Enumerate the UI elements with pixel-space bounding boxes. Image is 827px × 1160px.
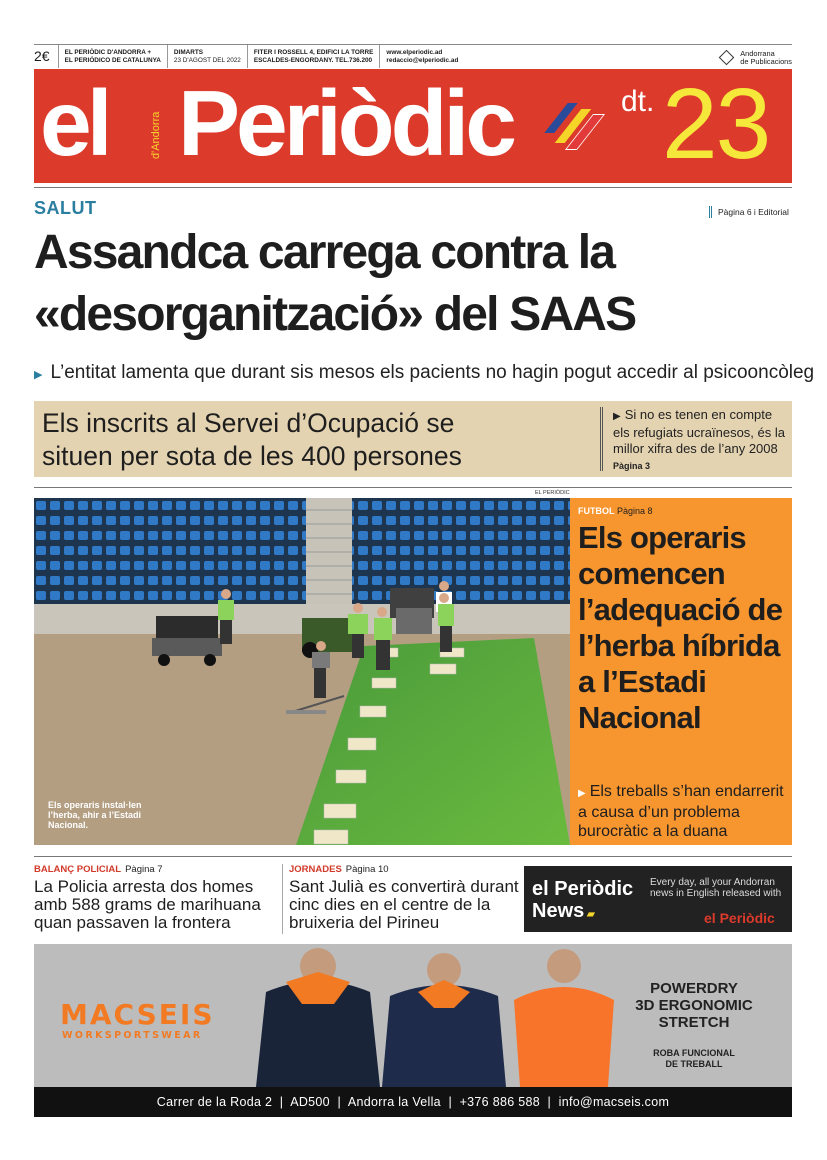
lead-subline	[34, 362, 814, 384]
address-line-2: ESCALDES-ENGORDANY. TEL.736.200	[253, 57, 373, 64]
secondary-headline-line-1: Els inscrits al Servei d’Ocupació se	[42, 408, 455, 438]
email-link[interactable]: redaccio@elperiodic.ad	[386, 57, 459, 64]
date: 23 D'AGOST DEL 2022	[173, 57, 241, 64]
ad-tagline	[619, 980, 769, 1031]
brief-kicker-text: JORNADES	[289, 864, 342, 875]
publisher-line-1: Andorrana	[740, 48, 775, 58]
news-promo-title-line-1: el Periòdic	[532, 878, 634, 900]
divider	[34, 856, 792, 857]
brief-page-ref: Pàgina 10	[345, 864, 389, 875]
logo-dandorra: d'Andorra	[150, 111, 162, 159]
brief-page-ref: Pàgina 7	[125, 864, 163, 875]
publication-info	[59, 45, 168, 68]
issue-date	[168, 45, 248, 68]
news-promo-box[interactable]	[524, 866, 792, 932]
news-promo-text: Every day, all your Andorran news in English released with	[650, 877, 782, 899]
brief-kicker	[289, 864, 522, 875]
lead-page-ref: Pàgina 6 i Editorial	[709, 206, 789, 218]
ad-subtitle	[619, 1048, 769, 1070]
masthead	[34, 69, 792, 183]
advertisement[interactable]	[34, 944, 792, 1117]
ad-tagline-2: 3D ERGONOMIC	[635, 997, 753, 1014]
football-subline-text: Els treballs s’han endarrerit a causa d’un problema burocràtic a la duana	[578, 783, 784, 840]
website-link[interactable]: www.elperiodic.ad	[386, 49, 443, 56]
day-prefix: dt.	[621, 85, 655, 118]
ad-subtitle-1: ROBA FUNCIONAL	[653, 1048, 735, 1058]
brief-kicker	[34, 864, 272, 875]
address-line-1: FITER I ROSSELL 4, EDIFICI LA TORRE	[253, 49, 374, 56]
stadium-photo[interactable]	[34, 498, 570, 845]
football-page-ref: Pàgina 8	[617, 506, 653, 516]
stadium-illustration	[34, 498, 570, 845]
logo-el: el	[40, 71, 108, 175]
news-promo-title	[532, 878, 633, 926]
lead-kicker: SALUT	[34, 198, 97, 218]
secondary-side-note	[600, 407, 786, 471]
contact	[380, 45, 464, 68]
brief-headline: La Policia arresta dos homes amb 588 grams de marihuana quan passaven la frontera	[34, 877, 261, 932]
ad-brand-subtitle: WORKSPORTSWEAR	[62, 1030, 203, 1041]
football-subline	[578, 782, 788, 841]
ad-brand-logo: MACSEIS	[60, 998, 215, 1031]
secondary-side-text: Si no es tenen en compte els refugiats ucraïnesos, és la millor xifra des de l’any 2008	[613, 407, 785, 456]
divider	[34, 487, 792, 488]
brief-police[interactable]	[34, 864, 272, 932]
secondary-headline-line-2: situen per sota de les 400 persones	[42, 441, 462, 471]
photo-credit: EL PERIÒDIC	[535, 490, 570, 496]
publisher-line-2: de Publicacions	[740, 56, 792, 66]
publication-line-1: EL PERIÒDIC D'ANDORRA +	[64, 49, 152, 56]
football-kicker	[578, 506, 653, 516]
price: 2€	[34, 45, 59, 68]
brief-kicker-text: BALANÇ POLICIAL	[34, 864, 122, 875]
triangle-bullet-icon: ▶	[578, 788, 586, 799]
publisher-diamond-icon	[719, 50, 735, 66]
triangle-bullet-icon: ▶	[34, 369, 43, 381]
photo-caption: Els operaris instal·len l’herba, ahir a l’Estadi Nacional.	[48, 800, 142, 830]
secondary-story-box[interactable]	[34, 401, 792, 477]
football-headline: Els operaris comencen l’adequació de l’herba híbrida a l’Estadi Nacional	[578, 520, 783, 735]
publisher	[721, 45, 792, 68]
lead-headline-line-2[interactable]: «desorganització» del SAAS	[34, 288, 636, 341]
ad-tagline-1: POWERDRY	[650, 980, 738, 997]
football-kicker-text: FUTBOL	[578, 506, 615, 516]
address	[248, 45, 381, 68]
news-promo-title-line-2-text: News	[532, 900, 585, 922]
weekday: DIMARTS	[173, 49, 204, 56]
secondary-headline	[42, 407, 462, 473]
divider	[34, 187, 792, 188]
ad-tagline-3: STRETCH	[658, 1014, 730, 1031]
lead-headline-line-1[interactable]: Assandca carrega contra la	[34, 226, 615, 279]
news-promo-title-line-2	[532, 900, 633, 926]
secondary-page-ref: Pàgina 3	[613, 461, 651, 471]
day-number: 23	[662, 68, 770, 180]
brief-headline: Sant Julià es convertirà durant cinc dies en el centre de la bruixeria del Pirineu	[289, 877, 519, 932]
football-story-panel[interactable]	[570, 498, 792, 845]
publication-line-2: EL PERIÓDICO DE CATALUNYA	[64, 57, 161, 64]
ad-subtitle-2: DE TREBALL	[665, 1059, 723, 1069]
news-promo-logo: el Periòdic	[704, 910, 775, 926]
ad-contact-bar: Carrer de la Roda 2 | AD500 | Andorra la Vella | +376 886 588 | info@macseis.com	[34, 1087, 792, 1117]
top-info-strip	[34, 44, 792, 68]
lead-subline-text: L’entitat lamenta que durant sis mesos els pacients no hagin pogut accedir al psicooncòleg	[50, 362, 815, 383]
flag-stripes-icon: ▰	[584, 909, 595, 920]
triangle-bullet-icon: ▶	[613, 411, 621, 422]
flag-stripes-icon	[542, 103, 602, 153]
brief-jornades[interactable]	[282, 864, 522, 934]
logo-periodic: Periòdic	[178, 71, 513, 175]
